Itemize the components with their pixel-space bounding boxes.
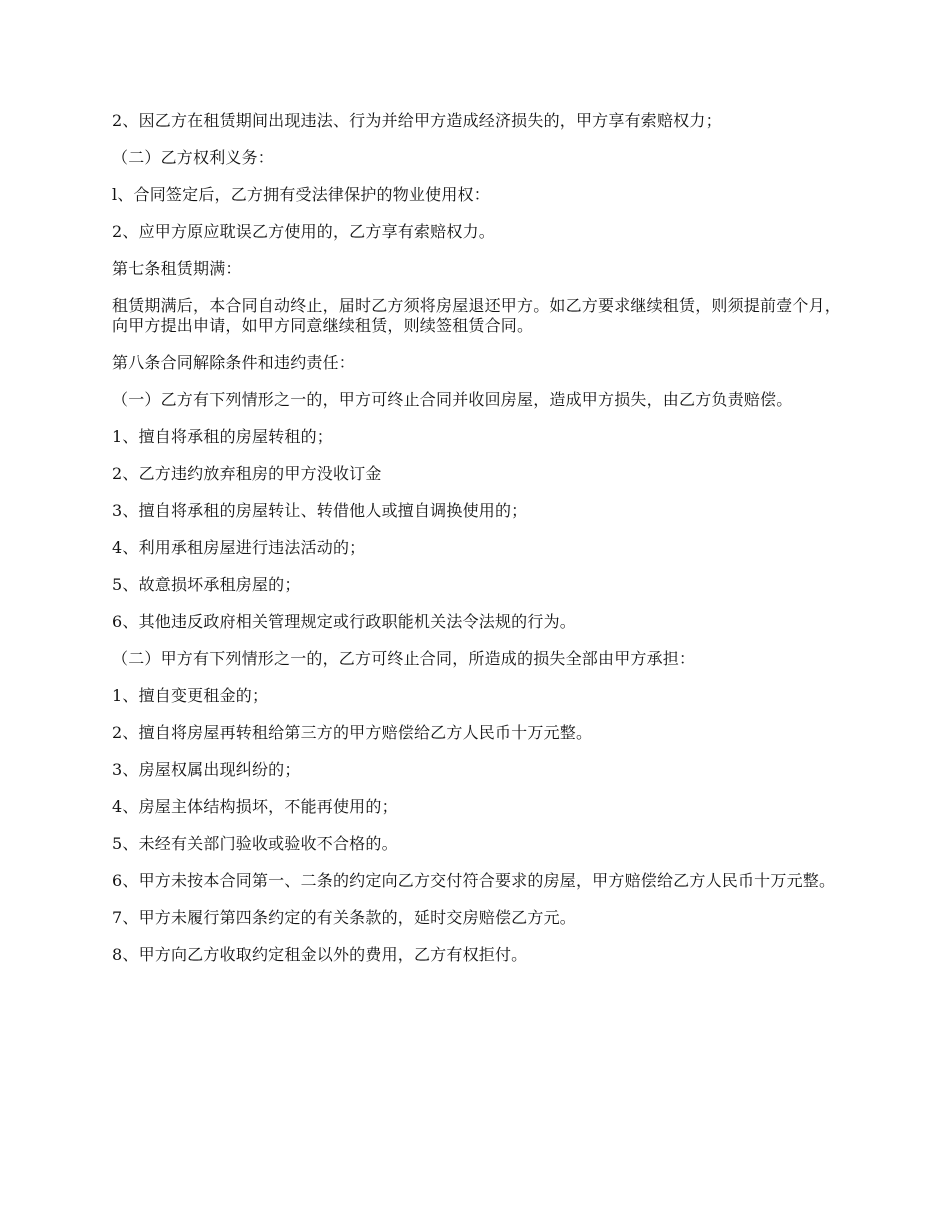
list-item: 8、甲方向乙方收取约定租金以外的费用，乙方有权拒付。 [112,945,528,964]
paragraph: 租赁期满后，本合同自动终止，届时乙方须将房屋退还甲方。如乙方要求继续租赁，则须提前壹个月，向甲方提出申请，如甲方同意继续租赁，则续签租赁合同。 [112,296,842,335]
list-item: 6、其他违反政府相关管理规定或行政职能机关法令法规的行为。 [112,612,576,631]
article-heading: 第七条租赁期满： [112,259,242,278]
list-item: 4、利用承租房屋进行违法活动的； [112,538,366,557]
section-heading: （一）乙方有下列情形之一的，甲方可终止合同并收回房屋，造成甲方损失，由乙方负责赔偿。 [112,390,793,409]
list-item: 6、甲方未按本合同第一、二条的约定向乙方交付符合要求的房屋，甲方赔偿给乙方人民币十万元整。 [112,871,836,890]
article-heading: 第八条合同解除条件和违约责任： [112,353,356,372]
section-heading: （二）乙方权利义务： [112,148,275,167]
paragraph: 2、应甲方原应耽误乙方使用的，乙方享有索赔权力。 [112,222,495,241]
list-item: 1、擅自变更租金的； [112,686,269,705]
list-item: 2、乙方违约放弃租房的甲方没收订金 [112,464,382,483]
list-item: 5、未经有关部门验收或验收不合格的。 [112,834,398,853]
document-body [112,111,847,982]
list-item: 7、甲方未履行第四条约定的有关条款的，延时交房赔偿乙方元。 [112,908,576,927]
section-heading: （二）甲方有下列情形之一的，乙方可终止合同，所造成的损失全部由甲方承担： [112,649,696,668]
list-item: 4、房屋主体结构损坏，不能再使用的； [112,797,398,816]
paragraph: l、合同签定后，乙方拥有受法律保护的物业使用权： [112,185,490,204]
list-item: 5、故意损坏承租房屋的； [112,575,301,594]
paragraph: 2、因乙方在租赁期间出现违法、行为并给甲方造成经济损失的，甲方享有索赔权力； [112,111,722,130]
list-item: 1、擅自将承租的房屋转租的； [112,427,333,446]
list-item: 3、房屋权属出现纠纷的； [112,760,301,779]
list-item: 2、擅自将房屋再转租给第三方的甲方赔偿给乙方人民币十万元整。 [112,723,593,742]
list-item: 3、擅自将承租的房屋转让、转借他人或擅自调换使用的； [112,501,528,520]
